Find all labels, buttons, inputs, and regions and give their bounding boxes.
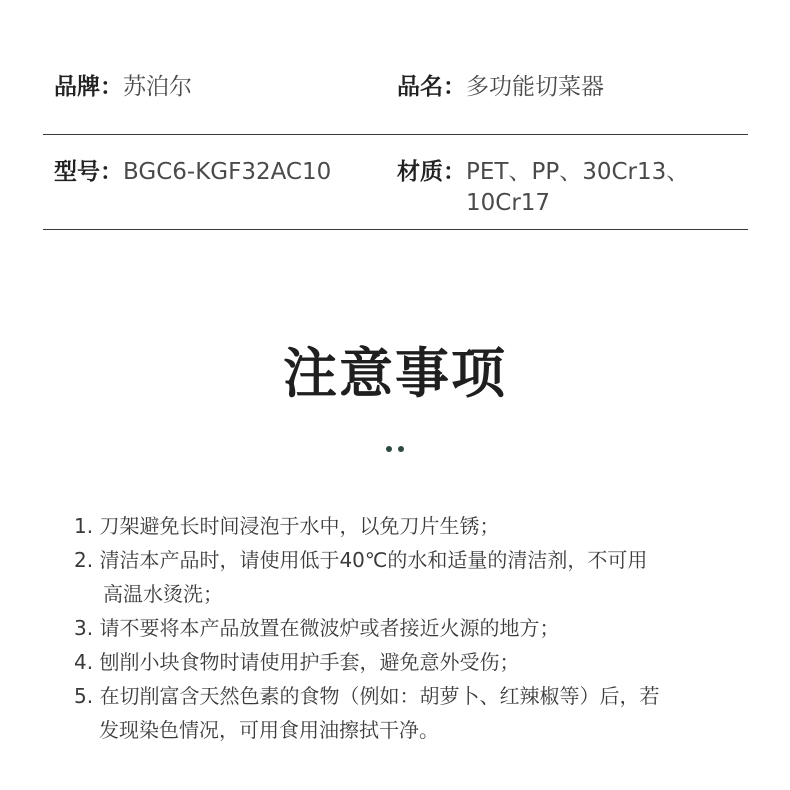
model-label: 型号： <box>54 159 123 185</box>
notice-item-text: 4. 刨削小块食物时请使用护手套，避免意外受伤； <box>74 650 520 674</box>
notice-item-continuation: 发现染色情况，可用食用油擦拭干净。 <box>99 718 439 742</box>
material-label: 材质： <box>397 159 466 185</box>
product-name-label: 品名： <box>397 74 466 100</box>
notice-item-4 <box>74 645 764 679</box>
brand-spec <box>54 72 192 103</box>
divider-dot <box>398 446 404 452</box>
model-value: BGC6-KGF32AC10 <box>123 159 332 185</box>
material-value-line1: PET、PP、30Cr13、 <box>466 159 690 185</box>
product-name-value: 多功能切菜器 <box>466 74 604 100</box>
notice-title: 注意事项 <box>283 342 507 405</box>
notice-item-text: 2. 清洁本产品时，请使用低于40℃的水和适量的清洁剂，不可用 <box>74 548 648 572</box>
brand-value: 苏泊尔 <box>123 74 192 100</box>
model-spec <box>54 157 331 188</box>
notice-item-text: 5. 在切削富含天然色素的食物（例如：胡萝卜、红辣椒等）后，若 <box>74 684 660 708</box>
material-spec <box>397 157 747 219</box>
notice-item-1 <box>74 509 764 543</box>
notice-item-continuation: 高温水烫洗； <box>103 582 223 606</box>
material-value-line2: 10Cr17 <box>466 190 551 216</box>
spec-row-brand-name <box>43 72 748 135</box>
brand-label: 品牌： <box>54 74 123 100</box>
notice-item-2 <box>74 543 764 611</box>
spec-row-model-material <box>43 157 748 230</box>
title-divider-dots <box>0 446 790 452</box>
notice-item-text: 1. 刀架避免长时间浸泡于水中，以免刀片生锈； <box>74 514 500 538</box>
notice-item-text: 3. 请不要将本产品放置在微波炉或者接近火源的地方； <box>74 616 560 640</box>
divider-dot <box>386 446 392 452</box>
product-name-spec <box>397 72 747 103</box>
notice-item-5 <box>74 679 764 747</box>
notice-list <box>74 509 764 747</box>
material-value <box>466 157 716 219</box>
notice-item-3 <box>74 611 764 645</box>
